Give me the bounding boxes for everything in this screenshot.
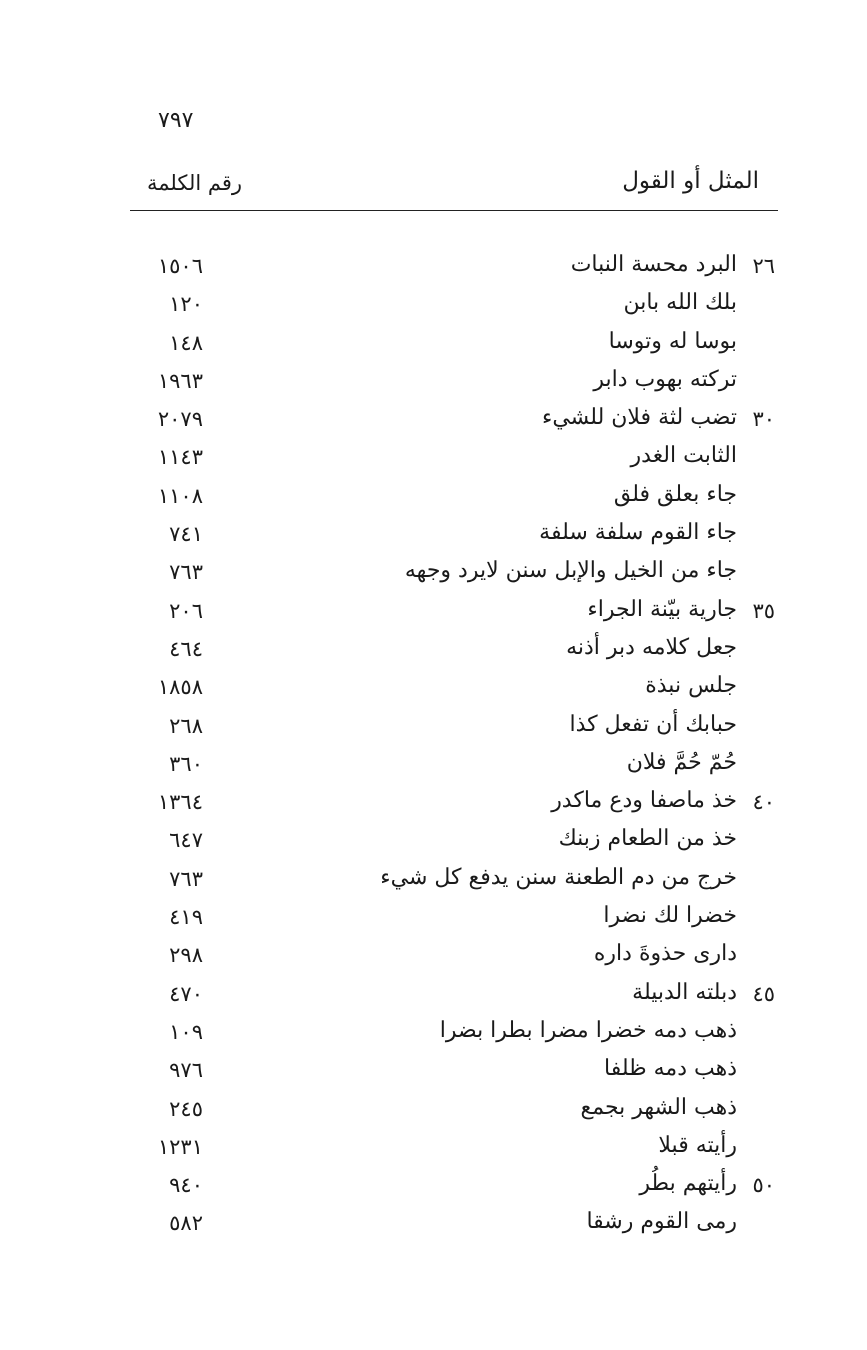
word-number: ٦٤٧ (169, 828, 203, 853)
proverb-text: جاء القوم سلفة سلفة (539, 520, 737, 546)
list-item (0, 784, 867, 822)
proverb-text: بوسا له وتوسا (608, 328, 737, 354)
proverb-text: رأيتهم بطُر (639, 1171, 737, 1197)
word-number: ٧٦٣ (169, 560, 203, 585)
word-number: ٥٨٢ (169, 1211, 203, 1236)
proverb-text: دارى حذوةَ داره (593, 941, 737, 967)
proverb-text: جاء من الخيل والإبل سنن لايرد وجهه (404, 558, 737, 584)
proverb-text: جارية بيّنة الجراء (587, 596, 737, 622)
proverb-text: جعل كلامه دبر أذنه (566, 634, 737, 660)
proverb-text: جاء بعلق فلق (613, 481, 737, 507)
proverb-index-list (0, 248, 867, 1244)
word-number: ٩٤٠ (169, 1173, 203, 1198)
proverb-text: ذهب دمه ظلفا (604, 1056, 737, 1082)
word-number: ٣٦٠ (169, 751, 203, 776)
line-number-marker: ٢٦ (752, 254, 775, 278)
proverb-text: بلك الله بابن (623, 290, 737, 316)
word-number: ١٩٦٣ (157, 368, 203, 393)
word-number: ١٨٥٨ (157, 675, 203, 700)
proverb-text: جلس نبذة (645, 673, 737, 699)
list-item (0, 937, 867, 975)
list-item (0, 286, 867, 324)
list-item (0, 1205, 867, 1243)
list-item (0, 325, 867, 363)
word-number: ١٤٨ (169, 330, 203, 355)
line-number-marker: ٣٠ (752, 407, 775, 432)
column-header-phrase: المثل أو القول (622, 168, 759, 194)
proverb-text: تركته بهوب دابر (593, 366, 737, 392)
list-item (0, 439, 867, 477)
proverb-text: حبابك أن تفعل كذا (569, 711, 737, 737)
list-item (0, 1167, 867, 1205)
list-item (0, 746, 867, 784)
proverb-text: خذ من الطعام زبنك (558, 826, 737, 852)
word-number: ٤١٩ (169, 905, 203, 930)
list-item (0, 822, 867, 860)
word-number: ١١٠٨ (157, 483, 203, 508)
word-number: ١١٤٣ (157, 445, 203, 470)
word-number: ٤٦٤ (169, 636, 203, 661)
word-number: ٢٠٧٩ (157, 407, 203, 432)
line-number-marker: ٤٠ (752, 790, 775, 815)
list-item (0, 1091, 867, 1129)
word-number: ٢٩٨ (169, 943, 203, 968)
list-item (0, 708, 867, 746)
word-number: ١٢٣١ (157, 1134, 203, 1159)
proverb-text: حُمّ حُمَّ فلان (626, 749, 737, 775)
proverb-text: رأيته قبلا (658, 1132, 737, 1158)
column-header-word-number: رقم الكلمة (147, 171, 243, 195)
proverb-text: البرد محسة النبات (570, 252, 737, 277)
list-item (0, 1014, 867, 1052)
list-item (0, 899, 867, 937)
list-item (0, 631, 867, 669)
word-number: ٩٧٦ (169, 1058, 203, 1083)
list-item (0, 593, 867, 631)
page-number: ٧٩٧ (158, 108, 194, 133)
line-number-marker: ٥٠ (752, 1173, 775, 1198)
proverb-text: خضرا لك نضرا (603, 903, 737, 929)
list-item (0, 669, 867, 707)
proverb-text: دبلته الدبيلة (632, 979, 737, 1005)
list-item (0, 554, 867, 592)
header-rule (130, 210, 778, 211)
word-number: ١٢٠ (169, 292, 203, 317)
proverb-text: ذهب الشهر بجمع (580, 1094, 737, 1120)
proverb-text: ذهب دمه خضرا مضرا بطرا بضرا (439, 1017, 737, 1043)
list-item (0, 516, 867, 554)
word-number: ٢٦٨ (169, 713, 203, 738)
list-item (0, 976, 867, 1014)
proverb-text: خذ ماصفا ودع ماكدر (551, 788, 737, 814)
word-number: ٢٤٥ (169, 1096, 203, 1121)
proverb-text: خرج من دم الطعنة سنن يدفع كل شيء (380, 864, 737, 890)
list-item (0, 248, 867, 286)
word-number: ٧٤١ (169, 522, 203, 547)
proverb-text: الثابت الغدر (630, 443, 737, 469)
line-number-marker: ٣٥ (752, 598, 775, 623)
list-item (0, 401, 867, 439)
word-number: ٢٠٦ (169, 598, 203, 623)
list-item (0, 478, 867, 516)
list-item (0, 861, 867, 899)
word-number: ١٣٦٤ (157, 790, 203, 815)
word-number: ٧٦٣ (169, 866, 203, 891)
proverb-text: تضب لثة فلان للشيء (541, 405, 737, 431)
list-item (0, 363, 867, 401)
word-number: ١٠٩ (169, 1019, 203, 1044)
line-number-marker: ٤٥ (752, 981, 775, 1006)
proverb-text: رمى القوم رشقا (586, 1209, 737, 1235)
list-item (0, 1129, 867, 1167)
word-number: ١٥٠٦ (157, 254, 203, 278)
word-number: ٤٧٠ (169, 981, 203, 1006)
list-item (0, 1052, 867, 1090)
